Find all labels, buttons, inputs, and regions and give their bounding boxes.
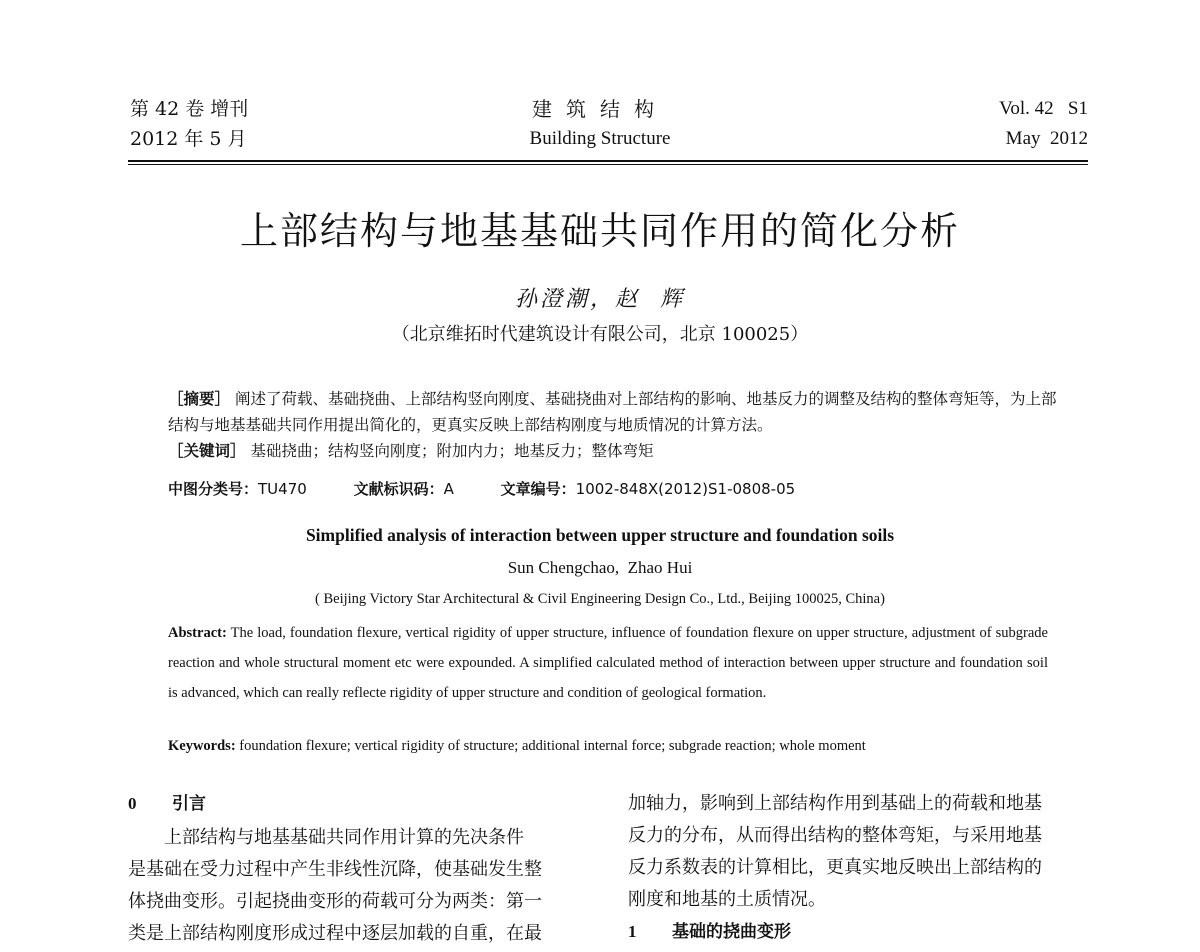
abstract-cn-paragraph [168, 386, 1068, 438]
body-line: 反力的分布，从而得出结构的整体弯矩，与采用地基 [628, 825, 1042, 846]
paper-affiliation: （北京维拓时代建筑设计有限公司，北京 100025） [391, 324, 809, 345]
english-abstract-text: The load, foundation flexure, vertical rigidity of upper structure, influence of foundation flexure on upper structure, adjustment of subgrade reaction and whole structural moment etc were expounded. A simplified calculated method of interaction between upper structure and foundation soil is advanced, which can really reflecte rigidity of upper structure and condition of geological formation. [168, 625, 1048, 701]
journal-name-cn: 建筑结构 [532, 97, 668, 121]
english-authors: Sun Chengchao, Zhao Hui [507, 558, 693, 577]
clc-code [168, 480, 307, 498]
section-heading-introduction [128, 788, 588, 822]
body-line: 类是上部结构刚度形成过程中逐层加载的自重，在最 [128, 923, 542, 944]
journal-name [430, 94, 770, 154]
abstract-cn-text: 阐述了荷载、基础挠曲、上部结构竖向刚度、基础挠曲对上部结构的影响、地基反力的调整及结构的整体弯矩等，为上部结构与地基基础共同作用提出简化的，更真实反映上部结构刚度与地质情况的计算方法。 [168, 390, 1057, 434]
body-column-left [128, 788, 588, 950]
volume-en: Vol. 42 S1 [999, 98, 1088, 119]
clc-label: 中图分类号： [168, 480, 259, 498]
section-title: 基础的挠曲变形 [672, 922, 791, 942]
abstract-cn-label: ［摘要］ [168, 390, 231, 408]
body-line: 是基础在受力过程中产生非线性沉降，使基础发生整 [128, 859, 542, 880]
journal-name-en: Building Structure [529, 128, 671, 149]
section-heading-foundation-flexure [628, 916, 1088, 950]
journal-issue-info [130, 94, 248, 154]
section-title: 引言 [172, 794, 206, 814]
journal-volume-en [999, 94, 1088, 154]
abstract-cn [168, 386, 1068, 464]
classification-line [168, 478, 837, 499]
paper-title: 上部结构与地基基础共同作用的简化分析 [239, 209, 960, 253]
header-rule-thick [128, 160, 1088, 162]
doc-code [354, 480, 454, 498]
article-number [501, 480, 796, 498]
body-column-right [628, 788, 1088, 950]
body-line: 加轴力，影响到上部结构作用到基础上的荷载和地基 [628, 793, 1042, 814]
english-abstract [168, 618, 1048, 708]
english-title: Simplified analysis of interaction between upper structure and foundation soils [305, 525, 895, 545]
section-number: 0 [128, 794, 137, 813]
doc-label: 文献标识码： [353, 480, 444, 498]
doc-value: A [443, 480, 454, 498]
body-line: 反力系数表的计算相比，更真实地反映出上部结构的 [628, 857, 1042, 878]
body-line: 上部结构与地基基础共同作用计算的先决条件 [164, 827, 524, 848]
clc-value: TU470 [258, 480, 307, 498]
header-rule-thin [128, 164, 1088, 165]
english-keywords [168, 738, 866, 755]
paper-authors: 孙澄潮，赵 辉 [515, 287, 685, 312]
english-keywords-label: Keywords: [168, 738, 236, 754]
article-label: 文章编号： [500, 480, 576, 498]
keywords-cn-paragraph [168, 438, 1068, 464]
article-value: 1002-848X(2012)S1-0808-05 [575, 480, 796, 498]
keywords-cn-label: ［关键词］ [168, 442, 246, 460]
body-line: 体挠曲变形。引起挠曲变形的荷载可分为两类：第一 [128, 891, 542, 912]
keywords-cn-text: 基础挠曲；结构竖向刚度；附加内力；地基反力；整体弯矩 [250, 442, 654, 460]
date-en: May 2012 [1005, 128, 1088, 149]
date-label: 2012 年 5 月 [130, 128, 247, 150]
english-keywords-text: foundation flexure; vertical rigidity of structure; additional internal force; subgrade reaction; whole moment [239, 738, 866, 754]
volume-label: 第 42 卷 增刊 [130, 98, 249, 120]
english-abstract-label: Abstract: [168, 625, 227, 641]
english-affiliation: ( Beijing Victory Star Architectural & Civil Engineering Design Co., Ltd., Beijing 100025, China) [315, 591, 885, 607]
body-line: 刚度和地基的土质情况。 [628, 889, 826, 910]
section-number: 1 [628, 922, 637, 941]
